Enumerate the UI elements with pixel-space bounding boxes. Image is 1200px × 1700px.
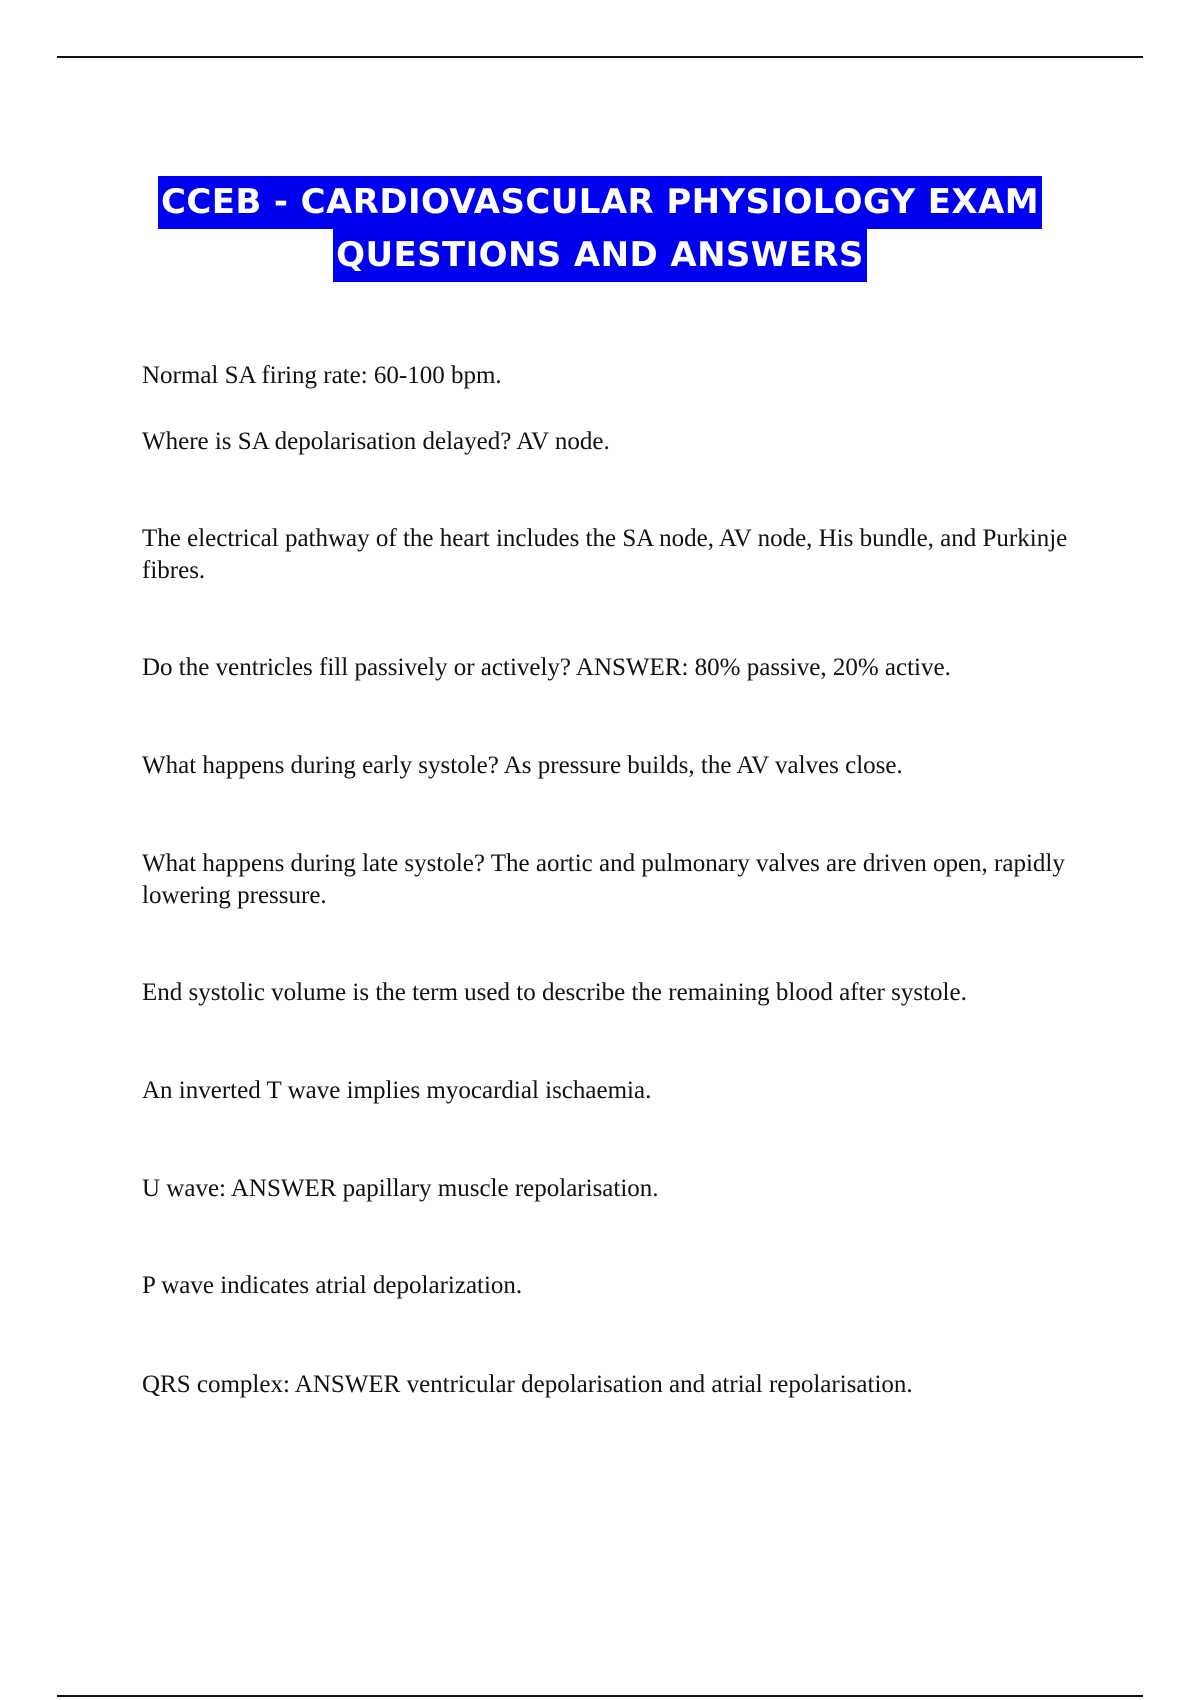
qa-item-1: Normal SA firing rate: 60-100 bpm. — [142, 362, 502, 389]
qa-item-8: An inverted T wave implies myocardial ischaemia. — [142, 1077, 652, 1104]
qa-item-10: P wave indicates atrial depolarization. — [142, 1272, 523, 1299]
top-rule — [57, 56, 1143, 58]
qa-item-5: What happens during early systole? As pressure builds, the AV valves close. — [142, 752, 903, 779]
qa-item-2: Where is SA depolarisation delayed? AV node. — [142, 428, 610, 455]
title-line-2: QUESTIONS AND ANSWERS — [333, 229, 867, 282]
qa-item-7: End systolic volume is the term used to describe the remaining blood after systole. — [142, 979, 967, 1006]
qa-item-4: Do the ventricles fill passively or actively? ANSWER: 80% passive, 20% active. — [142, 654, 951, 681]
title-line-1: CCEB - CARDIOVASCULAR PHYSIOLOGY EXAM — [158, 176, 1042, 229]
qa-item-3: The electrical pathway of the heart includes the SA node, AV node, His bundle, and Purkinje fibres. — [142, 525, 1068, 584]
qa-item-9: U wave: ANSWER papillary muscle repolarisation. — [142, 1175, 659, 1202]
qa-item-6: What happens during late systole? The aortic and pulmonary valves are driven open, rapidly lowering pressure. — [142, 850, 1065, 909]
bottom-rule — [57, 1695, 1143, 1697]
document-title — [100, 176, 1100, 282]
qa-item-11: QRS complex: ANSWER ventricular depolarisation and atrial repolarisation. — [142, 1371, 913, 1398]
